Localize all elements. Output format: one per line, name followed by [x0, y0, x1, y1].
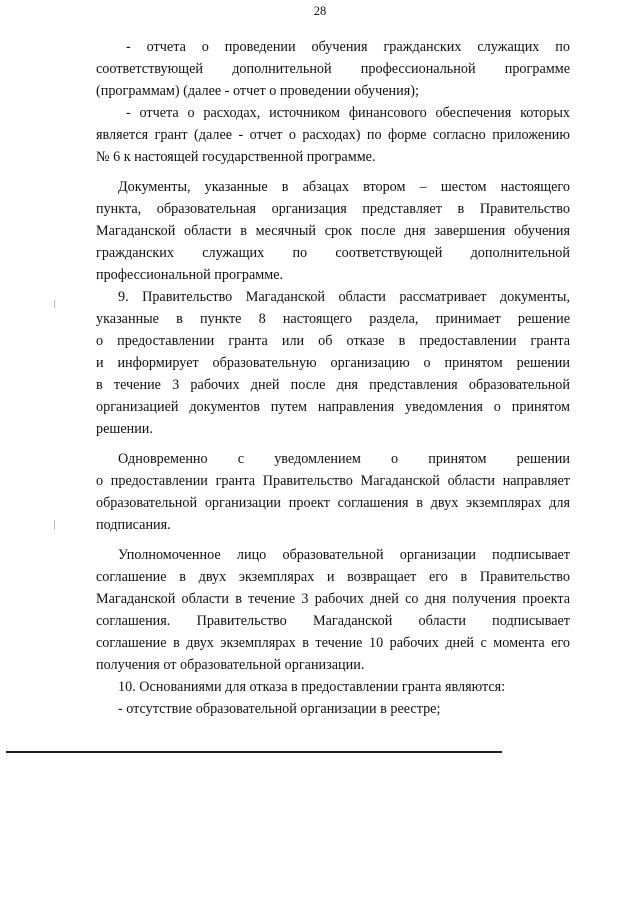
- text-line: (программам) (далее - отчет о проведении обучения);: [96, 83, 419, 99]
- scan-mark: [54, 520, 55, 530]
- page-number: 28: [313, 4, 327, 18]
- text-line: соглашение в двух экземплярах и возвращает его в Правительство: [96, 569, 570, 585]
- text-line: указанные в пункте 8 настоящего раздела, принимает решение: [96, 311, 570, 327]
- text-line: Магаданской области в течение 3 рабочих дней со дня получения проекта: [96, 591, 570, 607]
- text-line: Документы, указанные в абзацах втором – шестом настоящего: [118, 179, 570, 195]
- text-line: подписания.: [96, 517, 171, 533]
- text-line: о предоставлении гранта или об отказе в предоставлении гранта: [96, 333, 570, 349]
- text-line: образовательной организации проект соглашения в двух экземплярах для: [96, 495, 570, 511]
- text-line: получения от образовательной организации.: [96, 657, 365, 673]
- text-line: 9. Правительство Магаданской области рассматривает документы,: [118, 289, 570, 305]
- text-line: - отчета о расходах, источником финансового обеспечения которых: [126, 105, 570, 121]
- document-body: [96, 36, 570, 720]
- text-line: - отсутствие образовательной организации в реестре;: [118, 701, 441, 717]
- text-line: соответствующей дополнительной профессиональной программе: [96, 61, 570, 77]
- text-line: - отчета о проведении обучения гражданских служащих по: [126, 39, 570, 55]
- text-line: является грант (далее - отчет о расходах) по форме согласно приложению: [96, 127, 570, 143]
- paragraph-report-training: [96, 36, 570, 102]
- page-bottom-rule: [6, 751, 502, 753]
- paragraph-documents-submission: [96, 176, 570, 286]
- paragraph-authorized-person: [96, 544, 570, 676]
- text-line: организацией документов путем направления уведомления о принятом: [96, 399, 570, 415]
- text-line: 10. Основаниями для отказа в предоставлении гранта являются:: [118, 679, 506, 695]
- text-line: в течение 3 рабочих дней после дня представления образовательной: [96, 377, 570, 393]
- text-line: и информирует образовательную организацию о принятом решении: [96, 355, 570, 371]
- text-line: Одновременно с уведомлением о принятом решении: [118, 451, 570, 467]
- paragraph-refusal-reason-1: [96, 698, 570, 720]
- text-line: Уполномоченное лицо образовательной организации подписывает: [118, 547, 570, 563]
- text-line: решении.: [96, 421, 153, 437]
- paragraph-simultaneous-notice: [96, 448, 570, 536]
- scan-mark: [54, 300, 55, 308]
- text-line: Магаданской области в месячный срок после дня завершения обучения: [96, 223, 570, 239]
- paragraph-10: [96, 676, 570, 698]
- paragraph-9: [96, 286, 570, 440]
- text-line: соглашения. Правительство Магаданской области подписывает: [96, 613, 570, 629]
- text-line: пункта, образовательная организация представляет в Правительство: [96, 201, 570, 217]
- text-line: соглашение в двух экземплярах в течение 10 рабочих дней с момента его: [96, 635, 570, 651]
- paragraph-report-expenses: [96, 102, 570, 168]
- text-line: гражданских служащих по соответствующей дополнительной: [96, 245, 570, 261]
- text-line: профессиональной программе.: [96, 267, 284, 283]
- text-line: о предоставлении гранта Правительство Магаданской области направляет: [96, 473, 570, 489]
- text-line: № 6 к настоящей государственной программе.: [96, 149, 376, 165]
